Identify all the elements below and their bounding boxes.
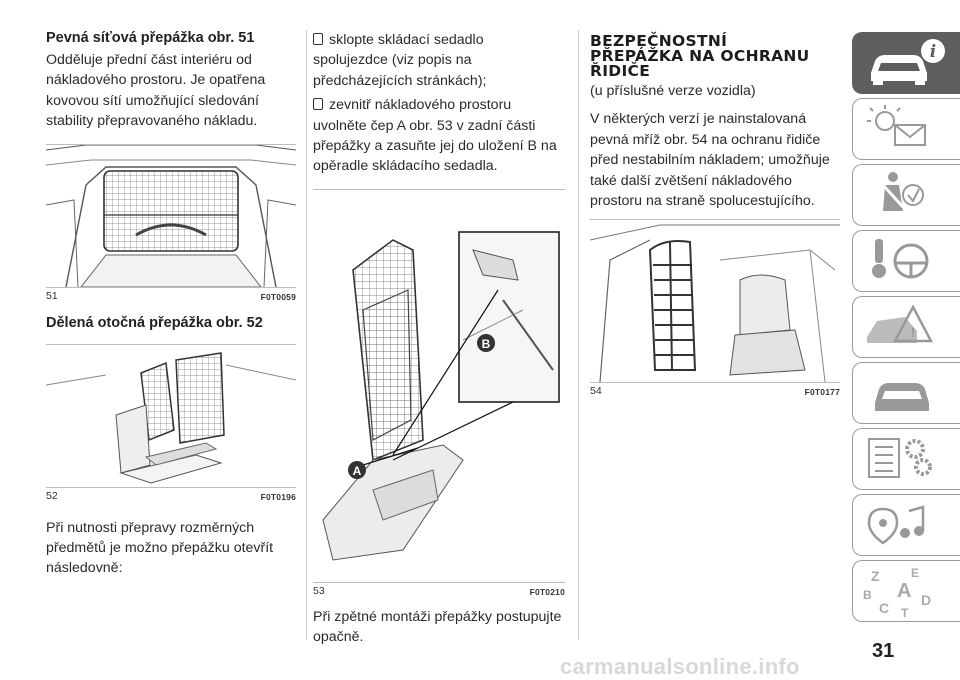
figure-number: 51 [46,289,58,302]
text-line: před nestabilním nákladem; umožňuje [590,152,830,169]
figure-code: F0T0196 [260,491,296,502]
text-line: pevná mříž obr. 54 na ochranu řidiče [590,131,821,148]
figure-53-caption [313,585,565,597]
text-line: opěradle skládacího sedadla. [313,158,498,175]
tab-safety[interactable] [852,164,960,226]
bullet-release-pin [313,95,565,177]
key-steering-icon [853,231,953,289]
column-2 [313,0,565,648]
figure-number: 53 [313,584,325,597]
figure-54-caption [590,385,840,397]
tab-starting-driving[interactable] [852,230,960,292]
navigation-music-icon [853,495,953,553]
figure-code: F0T0177 [804,387,840,398]
callout-b: B [481,336,491,351]
checklist-gears-icon [853,429,953,487]
paragraph-open-partition [46,518,296,579]
text-line: V některých verzí je nainstalovaná [590,111,807,128]
text-line: opačně. [313,629,364,646]
callout-a: A [352,463,362,478]
index-letter: C [879,600,890,616]
index-letter: E [911,566,920,580]
driver-guard-illustration [590,220,840,382]
index-letter: D [921,592,932,608]
text-line: následovně: [46,560,123,577]
bullet-line: sklopte skládací sedadlo [313,32,484,48]
paragraph-driver-protection [590,109,840,211]
page-number: 31 [872,640,895,662]
column-divider [578,30,579,640]
index-letter: A [897,580,912,602]
tab-multimedia[interactable] [852,494,960,556]
heading-line: ŘIDIČE [590,62,651,80]
index-letter: T [901,606,909,619]
column-divider [306,30,307,640]
heading-fixed-partition: Pevná síťová přepážka obr. 51 [46,30,255,46]
text-line: předcházejících stránkách); [313,72,487,89]
figure-53 [313,189,565,583]
text-line: také další zvětšení nákladového [590,172,792,189]
seatbelt-airbag-icon [853,165,953,223]
text-line: nákladového prostoru. Je opatřena [46,72,266,89]
car-service-icon [853,363,953,421]
subheading-version: (u příslušné verze vozidla) [590,83,756,99]
text-line: přepážky a zasuňte jej do uložení B na [313,138,557,155]
figure-52 [46,344,296,488]
heading-line: BEZPEČNOSTNÍ [590,32,728,50]
column-1 [46,0,296,579]
figure-number: 52 [46,489,58,502]
text-line: stability přepravovaného nákladu. [46,113,258,130]
watermark: carmanualsonline.info [560,654,800,679]
tab-technical-data[interactable] [852,428,960,490]
svg-text:i: i [929,42,937,62]
figure-code: F0T0210 [529,586,565,597]
car-info-icon [853,33,953,91]
index-letter: B [863,588,872,602]
figure-number: 54 [590,385,602,398]
heading-split-partition: Dělená otočná přepážka obr. 52 [46,314,263,331]
heading-line: PŘEPÁŽKA NA OCHRANU [590,47,810,65]
tab-car-info[interactable] [852,32,960,94]
figure-54 [590,219,840,383]
svg-text:!: ! [910,324,916,340]
tab-maintenance[interactable] [852,362,960,424]
warning-triangle-icon [853,297,953,355]
figure-52-caption [46,490,296,502]
figure-code: F0T0059 [260,291,296,302]
text-line: Odděluje přední část interiéru od [46,52,252,68]
dashboard-lights-icon [853,99,953,157]
text-line: Při zpětné montáži přepážky postupujte [313,608,562,625]
tab-index[interactable] [852,560,960,622]
split-partition-illustration [46,345,296,487]
figure-51-caption [46,290,296,302]
text-line: Při nutnosti přepravy rozměrných [46,519,255,536]
text-line: kovovou sítí umožňující sledování [46,92,259,109]
text-line: předmětů je možno přepážku otevřít [46,540,274,557]
bullet-fold-seat [313,30,565,91]
heading-driver-protection [590,34,840,79]
bullet-line: zevnitř nákladového prostoru [313,97,511,113]
paragraph-fixed-partition [46,50,296,132]
text-line: uvolněte čep A obr. 53 v zadní části [313,117,536,134]
pin-release-illustration [313,190,565,582]
text-line: prostoru na straně spolucestujícího. [590,193,815,210]
tab-emergency[interactable] [852,296,960,358]
cargo-mesh-partition-illustration [46,145,296,287]
paragraph-reassembly [313,607,565,648]
tab-dashboard-lights[interactable] [852,98,960,160]
column-3 [590,0,840,397]
alphabet-index-icon [853,561,953,619]
index-letter: Z [871,568,880,584]
figure-51 [46,144,296,288]
text-line: spolujezdce (viz popis na [313,52,472,69]
